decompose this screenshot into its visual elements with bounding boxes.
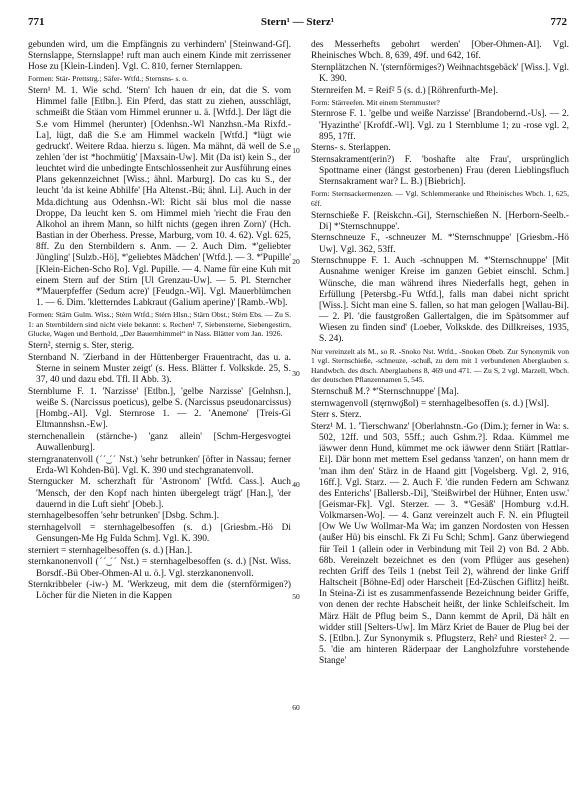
dictionary-entry: Sternschuß M.? *'Sternschnuppe' [Ma]. bbox=[311, 386, 459, 397]
dictionary-entry: sternhagelvoll = sternhagelbesoffen (s. d.) [Griesbm.-Hö Di Gensungen-Me Hg Fulda Schm]. Vgl. K. 390. bbox=[28, 522, 291, 545]
dictionary-entry: Stern², sternig s. Ster, sterig. bbox=[28, 340, 135, 351]
dictionary-entry: Stern¹ M. 1. Wie schd. 'Stern' Ich hauen dr ein, dat die S. vom Himmel falle [Etlbn.]. Ein Pferd, das statt zu ziehen, ausschlägt, schmeißt die Stäan vom Himmel erunner u. ä. [Wtfd.]. Der lägt die S.e vom Himmel (herunter) [Odenhsn.-Wl Nanzhsn.-Ma Rixfd.-La], lügt, daß die S.e am Himmel wackeln [Wtfd.] *lügt wie gedruckt'. Weitere Rdaa. hierzu s. lügen. Ma mähnt, dä well de S.e zehlen 'der ist *hochmütig' [Maxsain-Uw]. Mit (Da ist) kein S., der leuchtet wird die unbedingte Entschlossenheit zur Ausführung eines Plans gekennzeichnet [Wiss.; ähnl. Marburg]. Do cas ku S., der leucht 'da ist keine Abhilfe' [Ha Altenst.-Bü; ähnl. Li]. Auch in der Mda.dichtung aus Odenhsn.-Wl: Richt säi blus mol die nasse Droppe, Da leucht ken S. om Himmel mieh 'riecht die Frau den Alkohol an ihrem Mann, so hilft nichts (gegen ihren Zorn)' (Hch. Bastian in der Oberhess. Presse, Marburg, vom 10. 4. 62). Vgl. 625, 8ff. Zu den Sternbildern s. Anm. — 2. Auch Dim. *'geliebter Jüngling' [Sulzb.-Hö], *'geliebtes Mädchen' [Wtfd.]. — 3. *'Pupille' [Klein-Eichen-Scho Ro]. Vgl. Pupille. — 4. Name für eine Kuh mit einem Stern auf der Stirn [Ul Grenzau-Uw]. — 5. Pl. Sterncher *'Mauerpfeffer (Sedum acre)' [Feudgn.-Wi]. Vgl. Mauerblümchen 1. — 6. Dim. 'kletterndes Labkraut (Galium aperine)' [Ramb.-Wb]. bbox=[28, 86, 291, 309]
line-number: 60 bbox=[292, 703, 300, 712]
dictionary-entry: Sternschnuppe F. 1. Auch -schnuppen M. *'Sternschnuppe' [Mit Ausnahme weniger Kreise im ganzen Gebiet einschl. Schm.] Wünsche, die man während ihres Niederfalls hegt, gehen in Erfüllung [Petersbg.-Fu Wtfd.], falls man dabei nicht spricht [Wiss.]. Sicht man eine S. fallen, so hat man gelogen [Wallau-Bi]. — 2. Pl. 'die faustgroßen Gallertalgen, die im Spätsommer auf Wiesen zu finden sind' (Loeber, Volkskde. des Dillkreises, 1935, S. 24). bbox=[311, 256, 569, 345]
dictionary-entry: Sterns- s. Sterlappen. bbox=[311, 143, 391, 154]
line-number: 50 bbox=[292, 592, 300, 601]
dictionary-entry: sternchenallein (stärnche-) 'ganz allein' [Schm-Hergesvogtei Auwallenburg]. bbox=[28, 431, 291, 453]
dictionary-entry: Sternreifen M. = Reif² 5 (s. d.) [Röhrenfurth-Me]. bbox=[311, 85, 498, 96]
line-number-gutter bbox=[287, 40, 307, 790]
entry-note: Formen: Stärn Gulm. Wiss.; Stèrn Wtfd.; Stérn Hlsn.; Stärn Obst.; Stérn Ebs. — Zu S. 1: an Sternbildern sind nicht viele bekannt: s. Rechen¹ 7, Siebensterne, Siebengestirn, Glucke, Wagen und Berthold, „Der Bauernhimmel“ in Nass. Blätter vom Jan. 1926. bbox=[28, 310, 291, 339]
page-header bbox=[28, 16, 567, 30]
page-number-left: 771 bbox=[28, 16, 45, 28]
dictionary-entry: Sternband N. 'Zierband in der Hüttenberger Frauentracht, das u. a. Sterne in seinem Muster zeigt' (s. Hess. Blätter f. Volkskde. 25, S. 37, 40 und dazu ebd. Tfl. II Abb. 3). bbox=[28, 352, 291, 385]
line-number: 40 bbox=[292, 480, 300, 489]
entry-note: Form: Sternsackermenzen. — Vgl. Schlemmeranke und Rheinisches Wbch. 1, 625, 6ff. bbox=[311, 189, 569, 209]
dictionary-entry: sterniert = sternhagelbesoffen (s. d.) [Han.]. bbox=[28, 545, 193, 556]
dictionary-entry: sternkanonenvoll (ˊˊ͜ ˊˊ Nst.) = sternhagelbesoffen (s. d.) [Nst. Wiss. Borsdf.-Bü Ober-Ohmen-Al u. ö.]. Vgl. sterzkanonenvoll. bbox=[28, 557, 291, 579]
dictionary-entry: gebunden wird, um die Empfängnis zu verhindern' [Steinwand-Gf]. Sternslappe, Sternslappe! ruft man auch einem Kinde mit zerrissener Hose zu [Klein-Linden]. Vgl. C. 810, ferner Sternlappen. bbox=[28, 40, 291, 73]
dictionary-entry: Sternschieße F. [Reiskchn.-Gi], Sternschießen N. [Herborn-Seelb.-Di] *'Sternschnuppe'. bbox=[311, 210, 569, 232]
dictionary-entry: sternwagenvoll (stęrnwǫ̈ßol) = sternhagelbesoffen (s. d.) [Wsl]. bbox=[311, 398, 550, 409]
dictionary-entry: Sternblume F. 1. 'Narzisse' [Etlbn.], 'gelbe Narzisse' [Gelnhsn.], weiße S. (Narcissus poeticus), gelbe S. (Narcissus pseudonarcissus) [Hombg.-Al]. Vgl. Sternrose 1. — 2. 'Anemone' [Treis-Gi Eltmannshsn.-Ew]. bbox=[28, 386, 291, 431]
dictionary-entry: Sterngucker M. scherzhaft für 'Astronom' [Wtfd. Cass.]. Auch 'Mensch, der den Kopf nach hinten übergelegt trägt' [Han.], 'der dauernd in die Luft sieht' [Obeb.]. bbox=[28, 477, 291, 510]
dictionary-entry: Sterr s. Sterz. bbox=[311, 410, 362, 421]
left-column bbox=[28, 40, 291, 794]
line-number: 10 bbox=[292, 146, 300, 155]
entry-note: Form: Stärreefen. Mit einem Sternmuster? bbox=[311, 97, 440, 107]
line-number: 20 bbox=[292, 257, 300, 266]
entry-note: Formen: Stär- Prettstrg.; Säfer- Wtfd.; Sternsns- s. o. bbox=[28, 74, 188, 84]
right-column bbox=[311, 40, 569, 794]
dictionary-entry: Sternkribbeler (-iw-) M. 'Werkzeug, mit dem die (sternförmigen?) Löcher für die Nieten in die Kappen bbox=[28, 580, 291, 602]
dictionary-entry: sterngranatenvoll (ˊˊ͜ ˊˊ Nst.) 'sehr betrunken' [öfter in Nassau; ferner Erda-Wl Kohden-Bü]. Vgl. K. 390 und stechgranatenvoll. bbox=[28, 454, 291, 476]
entry-note: Nur vereinzelt als M., so R. -Snoko Nst. Wtfd., -Snoken Obeb. Zur Synonymik von 1 vgl. Sternschieße, -schneuze, -schuß, zu dem mit 1 verbundenen Aberglauben s. Handwbch. des dtsch. Aberglaubens 8, 469 und 471. — Zu S, 2 vgl. Marzell, Wbch. der deutschen Pflanzennamen 5, 545. bbox=[311, 346, 569, 385]
dictionary-entry: des Messerhefts gebohrt werden' [Ober-Ohmen-Al]. Vgl. Rheinisches Wbch. 8, 639, 49f. und 642, 16f. bbox=[311, 40, 569, 62]
dictionary-entry: Sternplätzchen N. '(sternförmiges?) Weihnachtsgebäck' [Wiss.]. Vgl. K. 390. bbox=[311, 62, 569, 84]
line-number: 30 bbox=[292, 369, 300, 378]
dictionary-entry: Sterz¹ M. 1. 'Tierschwanz' [Oberlahnstn.-Go (Dim.); ferner in Wa: s. 502, 12ff. und 503, 55ff.; auch Gshm.?]. Rdaa. Kümmel me iäwwer denn Hund, kümmet me ock iäwwer denn Stiärt [Rattlar-Ei]. Där honn met mettem Esel gedanss 'tanzen', on hann mem dr 'man ihm den' Stärz in de Haand gitt [Vogelsberg. Vgl. 2, 916, 16ff.]. Vgl. Starz. — 2. Auch F. 'die runden Federn am Schwanz des Enterichs' [Ballersb.-Di], 'Steißwirbel der Hühner, Enten usw.' [Geismar-Fk]. Vgl. Sterzer. — 3. *'Gesäß' [Homburg v.d.H. Volkmarsen-Wo]. — 4. Ganz vereinzelt auch F. N. ein Pflugteil [Ow We Uw Wollmar-Ma Wa; im ganzen Nordosten von Hessen (außer Hü) bis einschl. Fk Zi Fu Schl; Schm]. Ganz überwiegend für Teil 1 (allein oder in Verbindung mit Teil 2) von Bd. 2 Abb. 68b. Vereinzelt bezeichnet es den (vom Pflüger aus gesehen) rechten Griff des Teils 1 (nebst Teil 2), während der linke Griff Haltscheit [Böhne-Ed] oder Harscheit [Ed-Züschen Giflitz] heißt. In Steina-Zi ist es zusammenfassende Bezeichnung beider Griffe, von denen der rechte Habscheit heißt, der linke Schleifscheit. Im März Hält de Pflug beim S., Dann kemmt de April, Dä hält en widder still [Selters-Uw]. Im März Kriet de Bauer de Plug bei der S. [Etlbn.]. Zur Synonymik s. Pflugsterz, Reh² und Riester² 2. — 5. 'die am hinteren Räderpaar der Langholzfuhre vorstehende Stange' bbox=[311, 421, 569, 667]
dictionary-entry: Sternschneuze F., -schneuzer M. *'Sternschnuppe' [Griesbm.-Hö Uw]. Vgl. 362, 53ff. bbox=[311, 233, 569, 255]
dictionary-entry: Sternrose F. 1. 'gelbe und weiße Narzisse' [Brandobernd.-Us]. — 2. 'Hyazinthe' [Krofdf.-Wl]. Vgl. zu 1 Sternblume 1; zu -rose vgl. 2, 895, 17ff. bbox=[311, 109, 569, 142]
page-title: Stern¹ — Sterz¹ bbox=[260, 16, 335, 28]
page-number-right: 772 bbox=[550, 16, 567, 28]
dictionary-entry: Sternsakrament(erin?) F. 'boshafte alte Frau', ursprünglich Spottname einer (längst gestorbenen) Frau (deren Lieblingsfluch Sternsakrament war? L. B.) [Biebrich]. bbox=[311, 155, 569, 188]
dictionary-entry: sternhagelbesoffen 'sehr betrunken' [Dsbg. Schm.]. bbox=[28, 511, 219, 522]
